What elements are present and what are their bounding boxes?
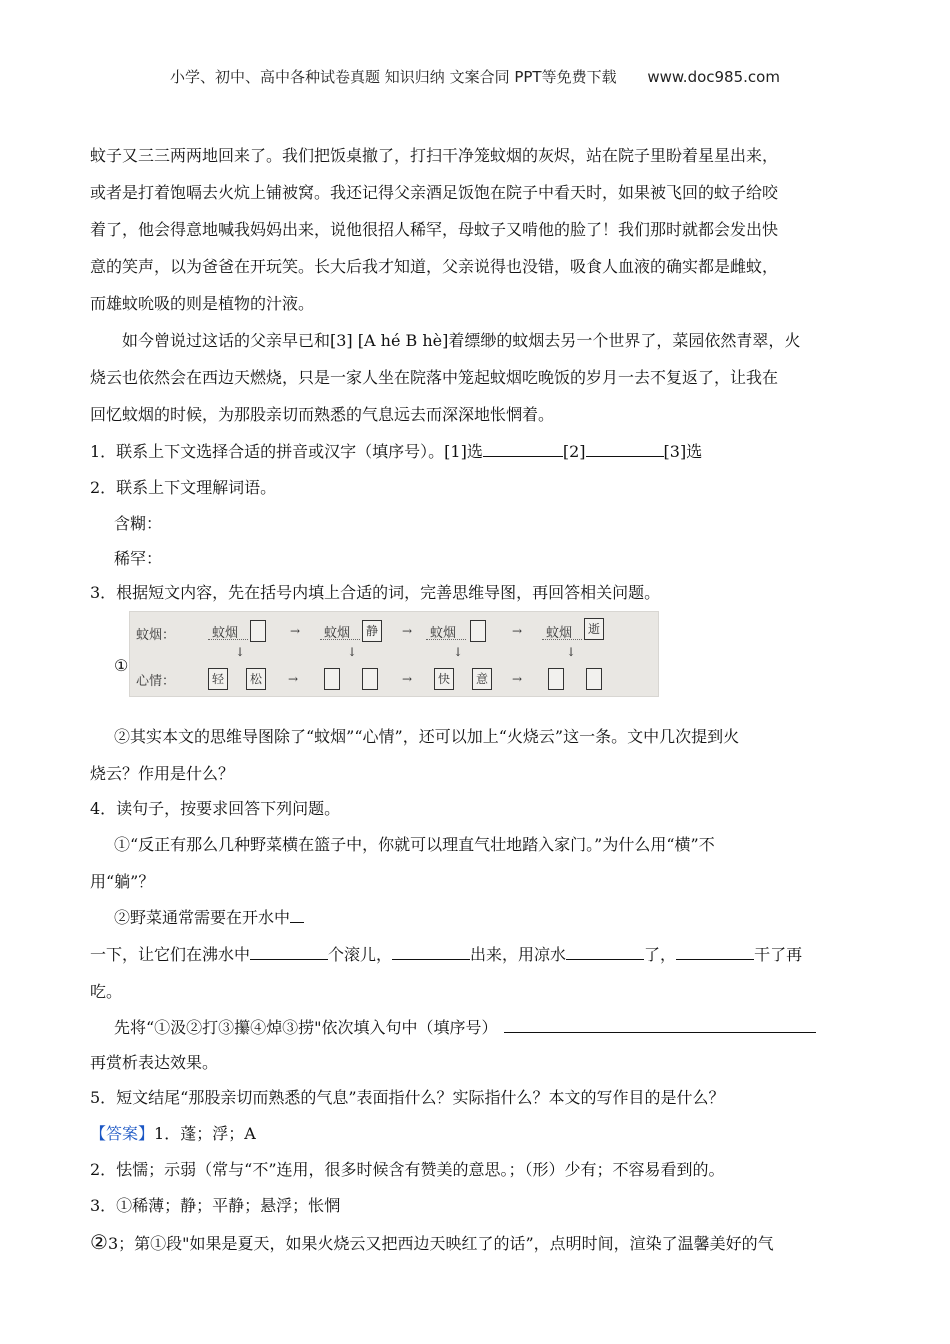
q4-s2-part-a: 一下，让它们在沸水中 <box>90 945 251 964</box>
q3-sub2-line1: ②其实本文的思维导图除了“蚊烟”“心情”，还可以加上“火烧云”这一条。文中几次提到火 <box>114 727 740 746</box>
q1-blank-2-label: [2] <box>562 442 586 461</box>
page-header <box>0 66 950 87</box>
passage-line: 回忆蚊烟的时候，为那股亲切而熟悉的气息远去而深深地怅惘着。 <box>90 405 555 424</box>
q1-blank-1[interactable] <box>483 442 563 457</box>
q4-s2-part-e: 干了再 <box>754 945 803 964</box>
mm-char-box: 逝 <box>584 618 604 640</box>
mm-blank-box[interactable] <box>586 668 602 690</box>
mm-char-box: 轻 <box>208 668 228 690</box>
arrow-right-icon: → <box>402 624 413 638</box>
header-text: 小学、初中、高中各种试卷真题 知识归纳 文案合同 PPT等免费下载 <box>170 68 617 86</box>
q4-s1-line1: ①“反正有那么几种野菜横在篮子中，你就可以理直气壮地踏入家门。”为什么用“横”不 <box>114 835 715 854</box>
q4-s2-line4-text: 先将“①汲②打③攥④焯③捞"依次填入句中（填序号） <box>114 1018 498 1037</box>
mm-blank-box[interactable] <box>362 668 378 690</box>
arrow-right-icon: → <box>288 672 299 686</box>
q4-s2-line1-text: ②野菜通常需要在开水中 <box>114 908 291 927</box>
question-5: 5．短文结尾“那股亲切而熟悉的气息”表面指什么？实际指什么？本文的写作目的是什么？ <box>90 1088 725 1107</box>
answer-tag: 【答案】 <box>90 1124 155 1143</box>
mm-item: 蚊烟 <box>430 626 457 641</box>
arrow-down-icon: ↓ <box>453 645 464 659</box>
q4-s2-part-c: 出来，用凉水 <box>470 945 567 964</box>
q4-s2-line3: 吃。 <box>90 982 123 1001</box>
mind-map-image <box>129 611 659 697</box>
answer-1-text: 1．蓬；浮；A <box>154 1124 256 1143</box>
mm-row2-label: 心情： <box>136 674 176 689</box>
q4-blank[interactable] <box>392 945 470 960</box>
q4-s2-part-d: 了， <box>644 945 677 964</box>
passage-line: 着了，他会得意地喊我妈妈出来，说他很招人稀罕，母蚊子又啃他的脸了！我们那时就都会发出快 <box>90 220 779 239</box>
arrow-down-icon: ↓ <box>566 645 577 659</box>
answer-3b <box>90 1232 774 1254</box>
arrow-down-icon: ↓ <box>235 645 246 659</box>
arrow-right-icon: → <box>512 672 523 686</box>
q4-s2-line2 <box>90 945 802 965</box>
q1-blank-2[interactable] <box>586 442 664 457</box>
arrow-right-icon: → <box>402 672 413 686</box>
header-site[interactable]: www.doc985.com <box>647 68 780 86</box>
passage-line: 而雄蚊吮吸的则是植物的汁液。 <box>90 294 315 313</box>
q4-s2-part-b: 个滚儿， <box>328 945 393 964</box>
answer-3b-mark: ② <box>90 1230 108 1254</box>
q4-blank[interactable] <box>676 945 754 960</box>
q4-s2-line5: 再赏析表达效果。 <box>90 1053 219 1072</box>
q1-blank-3-label: [3]选 <box>663 442 703 461</box>
answer-2: 2．怯懦；示弱（常与“不”连用，很多时候含有赞美的意思。；（形）少有；不容易看到的。 <box>90 1160 725 1179</box>
passage-line: 如今曾说过这话的父亲早已和[3] [A hé B hè]着缥缈的蚊烟去另一个世界了，菜园依然青翠，火 <box>122 331 801 350</box>
question-2: 2．联系上下文理解词语。 <box>90 478 277 497</box>
mm-blank-box[interactable] <box>470 620 486 642</box>
q4-s2-line4 <box>114 1018 816 1038</box>
mm-char-box: 静 <box>362 620 382 642</box>
arrow-right-icon: → <box>512 624 523 638</box>
answer-3: 3．①稀薄；静；平静；悬浮；怅惘 <box>90 1196 341 1215</box>
arrow-down-icon: ↓ <box>347 645 358 659</box>
answer-1 <box>90 1124 256 1144</box>
mm-item: 蚊烟 <box>212 626 239 641</box>
passage-line: 意的笑声，以为爸爸在开玩笑。长大后我才知道，父亲说得也没错，吸食人血液的确实都是雌蚊， <box>90 257 779 276</box>
q4-blank[interactable] <box>250 945 328 960</box>
q2-word-2: 稀罕： <box>114 549 163 568</box>
mm-blank-box[interactable] <box>324 668 340 690</box>
q4-blank[interactable] <box>290 908 304 923</box>
q4-s1-line2: 用“躺”？ <box>90 872 155 891</box>
question-1 <box>90 442 702 462</box>
mm-item: 蚊烟 <box>546 626 573 641</box>
passage-line: 蚊子又三三两两地回来了。我们把饭桌撤了，打扫干净笼蚊烟的灰烬，站在院子里盼着星星出来， <box>90 146 779 165</box>
q4-s2-line1 <box>114 908 304 928</box>
mm-blank-box[interactable] <box>548 668 564 690</box>
mm-item: 蚊烟 <box>324 626 351 641</box>
mm-blank-box[interactable] <box>250 620 266 642</box>
mm-row1-label: 蚊烟： <box>136 628 176 643</box>
passage-line: 烧云也依然会在西边天燃烧，只是一家人坐在院落中笼起蚊烟吃晚饭的岁月一去不复返了，让我在 <box>90 368 779 387</box>
answer-3b-text: 3；第①段"如果是夏天，如果火烧云又把西边天映红了的话”，点明时间，渲染了温馨美好的气 <box>107 1234 774 1253</box>
arrow-right-icon: → <box>290 624 301 638</box>
mm-char-box: 快 <box>434 668 454 690</box>
q4-blank[interactable] <box>566 945 644 960</box>
q1-text: 1．联系上下文选择合适的拼音或汉字（填序号）。[1]选 <box>90 442 483 461</box>
question-4: 4．读句子，按要求回答下列问题。 <box>90 799 341 818</box>
question-3: 3．根据短文内容，先在括号内填上合适的词，完善思维导图，再回答相关问题。 <box>90 583 661 602</box>
q3-sub2-line2: 烧云？作用是什么？ <box>90 764 235 783</box>
passage-line: 或者是打着饱嗝去火炕上铺被窝。我还记得父亲酒足饭饱在院子中看天时，如果被飞回的蚊子给咬 <box>90 183 779 202</box>
q4-answer-blank[interactable] <box>504 1018 816 1033</box>
q2-word-1: 含糊： <box>114 514 163 533</box>
q3-marker: ① <box>114 656 129 675</box>
mm-char-box: 松 <box>246 668 266 690</box>
mm-char-box: 意 <box>472 668 492 690</box>
